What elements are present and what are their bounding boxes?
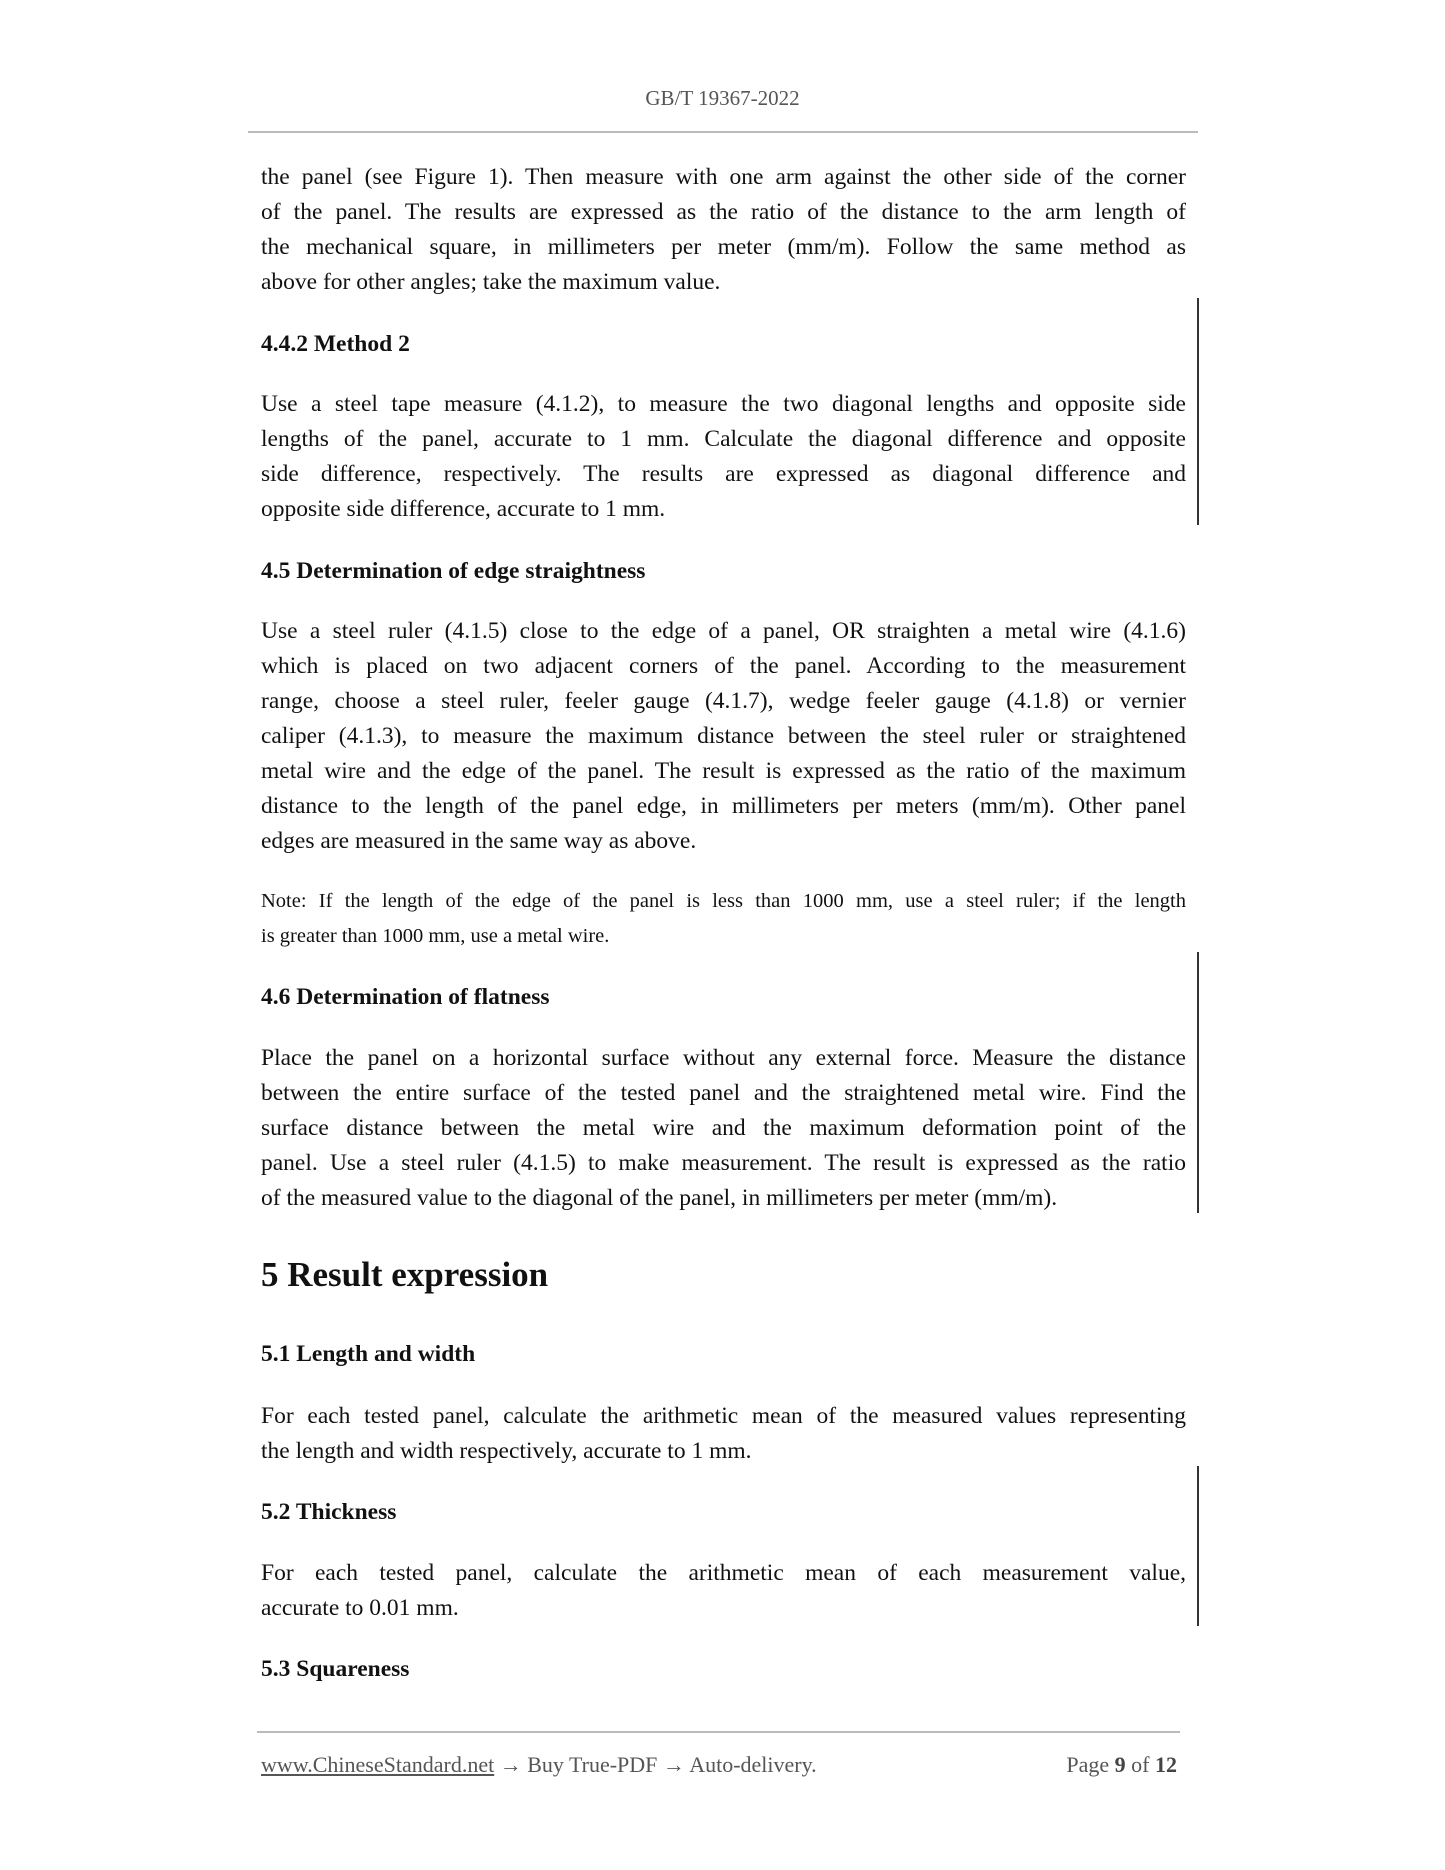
of-label: of xyxy=(1125,1752,1155,1777)
text-line: between the entire surface of the tested panel and the straightened metal wire. Find the xyxy=(261,1080,1186,1106)
heading-5-3: 5.3 Squareness xyxy=(261,1656,410,1682)
text-line: opposite side difference, accurate to 1 mm. xyxy=(261,496,666,522)
text-line: the mechanical square, in millimeters per meter (mm/m). Follow the same method as xyxy=(261,234,1186,260)
text-line: accurate to 0.01 mm. xyxy=(261,1595,459,1621)
heading-5-1: 5.1 Length and width xyxy=(261,1341,476,1367)
footer-text xyxy=(261,1751,817,1779)
heading-4-5: 4.5 Determination of edge straightness xyxy=(261,558,646,584)
text-line: Place the panel on a horizontal surface without any external force. Measure the distance xyxy=(261,1045,1186,1071)
change-bar xyxy=(1197,1466,1199,1626)
text-line: caliper (4.1.3), to measure the maximum distance between the steel ruler or straightened xyxy=(261,723,1186,749)
text-line: is greater than 1000 mm, use a metal wire. xyxy=(261,925,610,947)
paragraph-squareness-method1 xyxy=(261,160,1186,300)
paragraph-flatness xyxy=(261,1041,1186,1216)
text-line: For each tested panel, calculate the arithmetic mean of the measured values representing xyxy=(261,1403,1186,1429)
text-line: distance to the length of the panel edge, in millimeters per meters (mm/m). Other panel xyxy=(261,793,1186,819)
text-line: Use a steel ruler (4.1.5) close to the edge of a panel, OR straighten a metal wire (4.1.6) xyxy=(261,618,1186,644)
heading-5-2: 5.2 Thickness xyxy=(261,1499,397,1525)
heading-4-6: 4.6 Determination of flatness xyxy=(261,984,550,1010)
website-link[interactable]: www.ChineseStandard.net xyxy=(261,1752,495,1777)
footer-divider xyxy=(257,1731,1180,1733)
text-line: edges are measured in the same way as above. xyxy=(261,828,697,854)
text-line: of the measured value to the diagonal of the panel, in millimeters per meter (mm/m). xyxy=(261,1185,1058,1211)
text-line: For each tested panel, calculate the arithmetic mean of each measurement value, xyxy=(261,1560,1186,1586)
header-divider xyxy=(248,131,1198,133)
footer-delivery-text: → Auto-delivery. xyxy=(662,1752,817,1777)
text-line: lengths of the panel, accurate to 1 mm. Calculate the diagonal difference and opposite xyxy=(261,426,1186,452)
text-line: panel. Use a steel ruler (4.1.5) to make measurement. The result is expressed as the ratio xyxy=(261,1150,1186,1176)
text-line: range, choose a steel ruler, feeler gauge (4.1.7), wedge feeler gauge (4.1.8) or vernier xyxy=(261,688,1186,714)
total-pages: 12 xyxy=(1155,1752,1177,1777)
paragraph-method2 xyxy=(261,387,1186,527)
text-line: surface distance between the metal wire and the maximum deformation point of the xyxy=(261,1115,1186,1141)
text-line: Note: If the length of the edge of the panel is less than 1000 mm, use a steel ruler; if the length xyxy=(261,890,1186,912)
text-line: Use a steel tape measure (4.1.2), to measure the two diagonal lengths and opposite side xyxy=(261,391,1186,417)
text-line: the length and width respectively, accurate to 1 mm. xyxy=(261,1438,752,1464)
text-line: side difference, respectively. The results are expressed as diagonal difference and xyxy=(261,461,1186,487)
page-number xyxy=(1066,1751,1177,1779)
change-bar xyxy=(1197,952,1199,1213)
text-line: the panel (see Figure 1). Then measure with one arm against the other side of the corner xyxy=(261,164,1186,190)
page-label: Page xyxy=(1066,1752,1115,1777)
document-header: GB/T 19367-2022 xyxy=(645,86,800,110)
text-line: above for other angles; take the maximum value. xyxy=(261,269,721,295)
heading-5: 5 Result expression xyxy=(261,1255,549,1294)
text-line: of the panel. The results are expressed as the ratio of the distance to the arm length of xyxy=(261,199,1186,225)
paragraph-length-width xyxy=(261,1399,1186,1469)
note xyxy=(261,884,1186,954)
heading-4-4-2: 4.4.2 Method 2 xyxy=(261,331,410,357)
change-bar xyxy=(1197,298,1199,525)
footer-buy-text: → Buy True-PDF xyxy=(494,1752,663,1777)
paragraph-edge-straightness xyxy=(261,614,1186,859)
text-line: metal wire and the edge of the panel. The result is expressed as the ratio of the maximum xyxy=(261,758,1186,784)
current-page: 9 xyxy=(1114,1752,1126,1777)
text-line: which is placed on two adjacent corners of the panel. According to the measurement xyxy=(261,653,1186,679)
paragraph-thickness xyxy=(261,1556,1186,1626)
